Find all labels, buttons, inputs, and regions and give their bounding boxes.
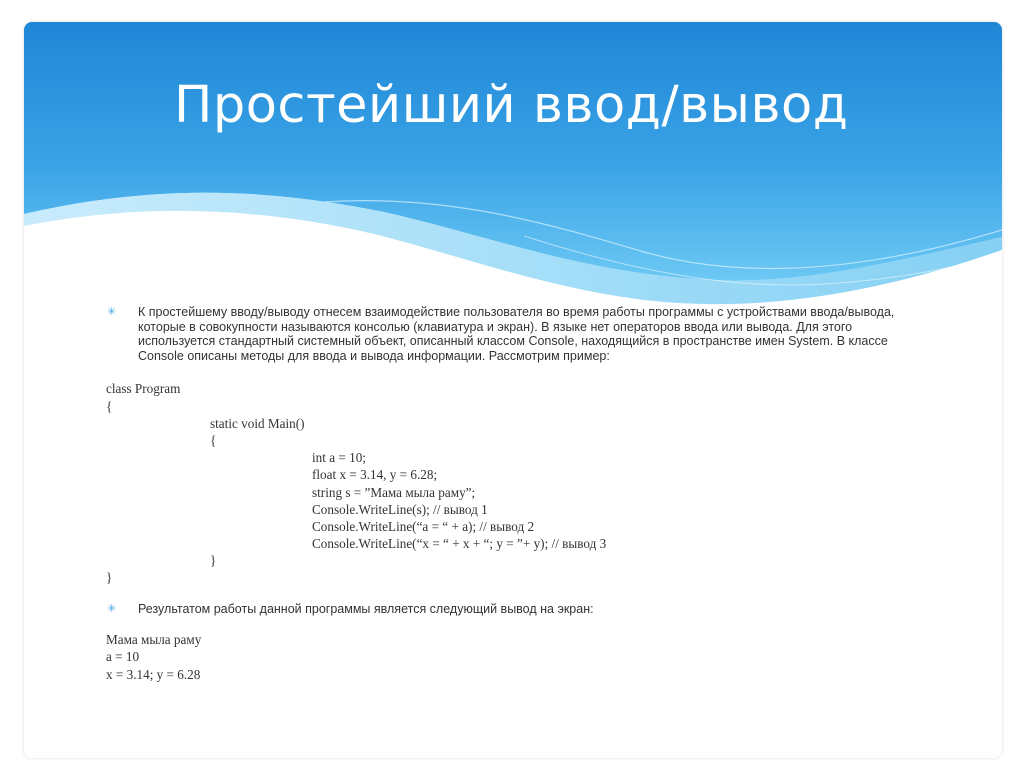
code-line: Console.WriteLine(s); // вывод 1	[312, 501, 488, 517]
bullet-icon: ✳	[107, 602, 117, 615]
slide	[24, 22, 1002, 758]
intro-text: К простейшему вводу/выводу отнесем взаимодействие пользователя во время работы программы с устройствами ввода/вывода, которые в совокупности называются консолью (клавиатура и экран). В языке нет операторов ввода или вывода. Для этого используется стандартный системный объект, описанный классом Console, находящийся в пространстве имен System. В классе Console описаны методы для ввода и вывода информации. Рассмотрим пример:	[138, 305, 895, 363]
code-line: Console.WriteLine(“x = “ + x + “; y = ”+ y); // вывод 3	[312, 536, 607, 552]
slide-body	[106, 305, 966, 683]
code-line: }	[106, 570, 113, 586]
output-line: x = 3.14; y = 6.28	[106, 666, 201, 682]
code-line: Console.WriteLine(“a = “ + a); // вывод 2	[312, 518, 535, 534]
intro-paragraph	[106, 305, 918, 363]
result-paragraph	[106, 602, 966, 617]
code-line: }	[210, 553, 217, 569]
code-line: class Program	[106, 381, 181, 397]
code-line: string s = ”Мама мыла раму”;	[312, 484, 476, 500]
bullet-icon: ✳	[107, 306, 117, 318]
output-line: Мама мыла раму	[106, 632, 202, 648]
slide-header-background	[24, 22, 1002, 312]
result-text: Результатом работы данной программы является следующий вывод на экран:	[138, 601, 594, 616]
code-line: {	[106, 398, 113, 414]
code-line: float x = 3.14, y = 6.28;	[312, 467, 438, 483]
code-listing	[106, 380, 966, 586]
code-line: {	[210, 432, 217, 448]
output-line: a = 10	[106, 649, 140, 665]
code-line: static void Main()	[210, 415, 305, 431]
program-output	[106, 631, 966, 683]
slide-title: Простейший ввод/вывод	[174, 76, 849, 135]
header-wave-graphic	[24, 22, 1002, 312]
code-line: int a = 10;	[312, 450, 366, 466]
